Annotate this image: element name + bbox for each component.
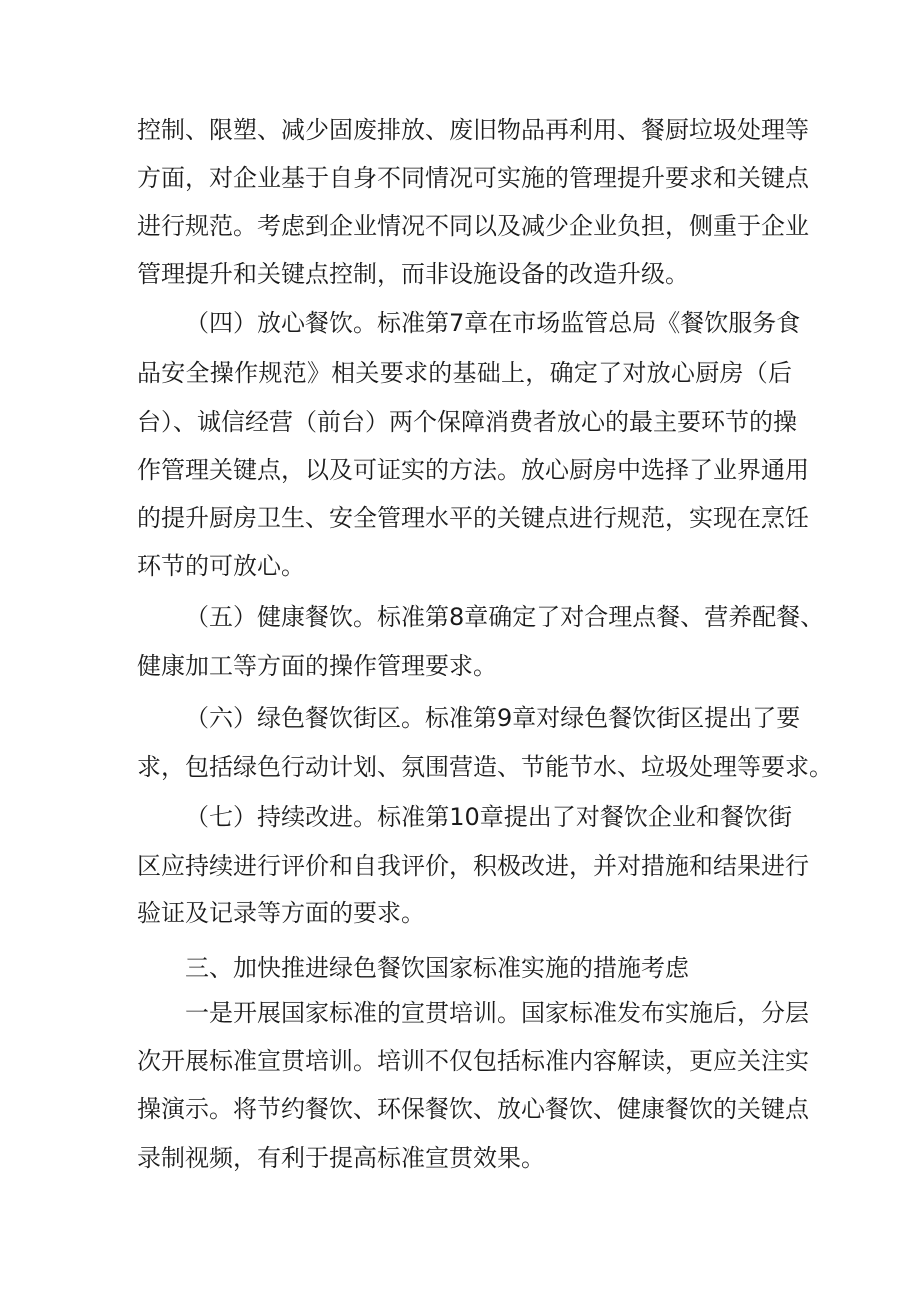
paragraph-7-line-2: 次开展标准宣贯培训。培训不仅包括标准内容解读，更应关注实 <box>137 1047 809 1075</box>
paragraph-5-line-1: （七）持续改进。标准第10章提出了对餐饮企业和餐饮街 <box>185 803 792 831</box>
paragraph-1-line-3: 进行规范。考虑到企业情况不同以及减少企业负担，侧重于企业 <box>137 212 809 240</box>
paragraph-2-line-5: 的提升厨房卫生、安全管理水平的关键点进行规范，实现在烹饪 <box>137 504 809 532</box>
paragraph-7-line-3: 操演示。将节约餐饮、环保餐饮、放心餐饮、健康餐饮的关键点 <box>137 1095 809 1123</box>
paragraph-7-line-4: 录制视频，有利于提高标准宣贯效果。 <box>137 1144 545 1172</box>
paragraph-2-line-6: 环节的可放心。 <box>137 552 305 580</box>
paragraph-2-line-1: （四）放心餐饮。标准第7章在市场监管总局《餐饮服务食 <box>185 309 801 337</box>
paragraph-2-line-3: 台）、诚信经营（前台）两个保障消费者放心的最主要环节的操 <box>137 408 797 436</box>
paragraph-3-line-2: 健康加工等方面的操作管理要求。 <box>137 652 497 680</box>
paragraph-7-line-1: 一是开展国家标准的宣贯培训。国家标准发布实施后，分层 <box>185 999 809 1027</box>
paragraph-5-line-3: 验证及记录等方面的要求。 <box>137 899 425 927</box>
paragraph-1-line-2: 方面，对企业基于自身不同情况可实施的管理提升要求和关键点 <box>137 164 809 192</box>
paragraph-2-line-4: 作管理关键点，以及可证实的方法。放心厨房中选择了业界通用 <box>137 456 809 484</box>
paragraph-4-line-1: （六）绿色餐饮街区。标准第9章对绿色餐饮街区提出了要 <box>185 704 801 732</box>
paragraph-1-line-4: 管理提升和关键点控制，而非设施设备的改造升级。 <box>137 260 689 288</box>
section-heading: 三、加快推进绿色餐饮国家标准实施的措施考虑 <box>185 954 689 982</box>
paragraph-3-line-1: （五）健康餐饮。标准第8章确定了对合理点餐、营养配餐、 <box>185 603 825 631</box>
paragraph-4-line-2: 求，包括绿色行动计划、氛围营造、节能节水、垃圾处理等要求。 <box>137 753 833 781</box>
paragraph-5-line-2: 区应持续进行评价和自我评价，积极改进，并对措施和结果进行 <box>137 852 809 880</box>
paragraph-2-line-2: 品安全操作规范》相关要求的基础上，确定了对放心厨房（后 <box>137 359 792 387</box>
paragraph-1-line-1: 控制、限塑、减少固废排放、废旧物品再利用、餐厨垃圾处理等 <box>137 116 809 144</box>
